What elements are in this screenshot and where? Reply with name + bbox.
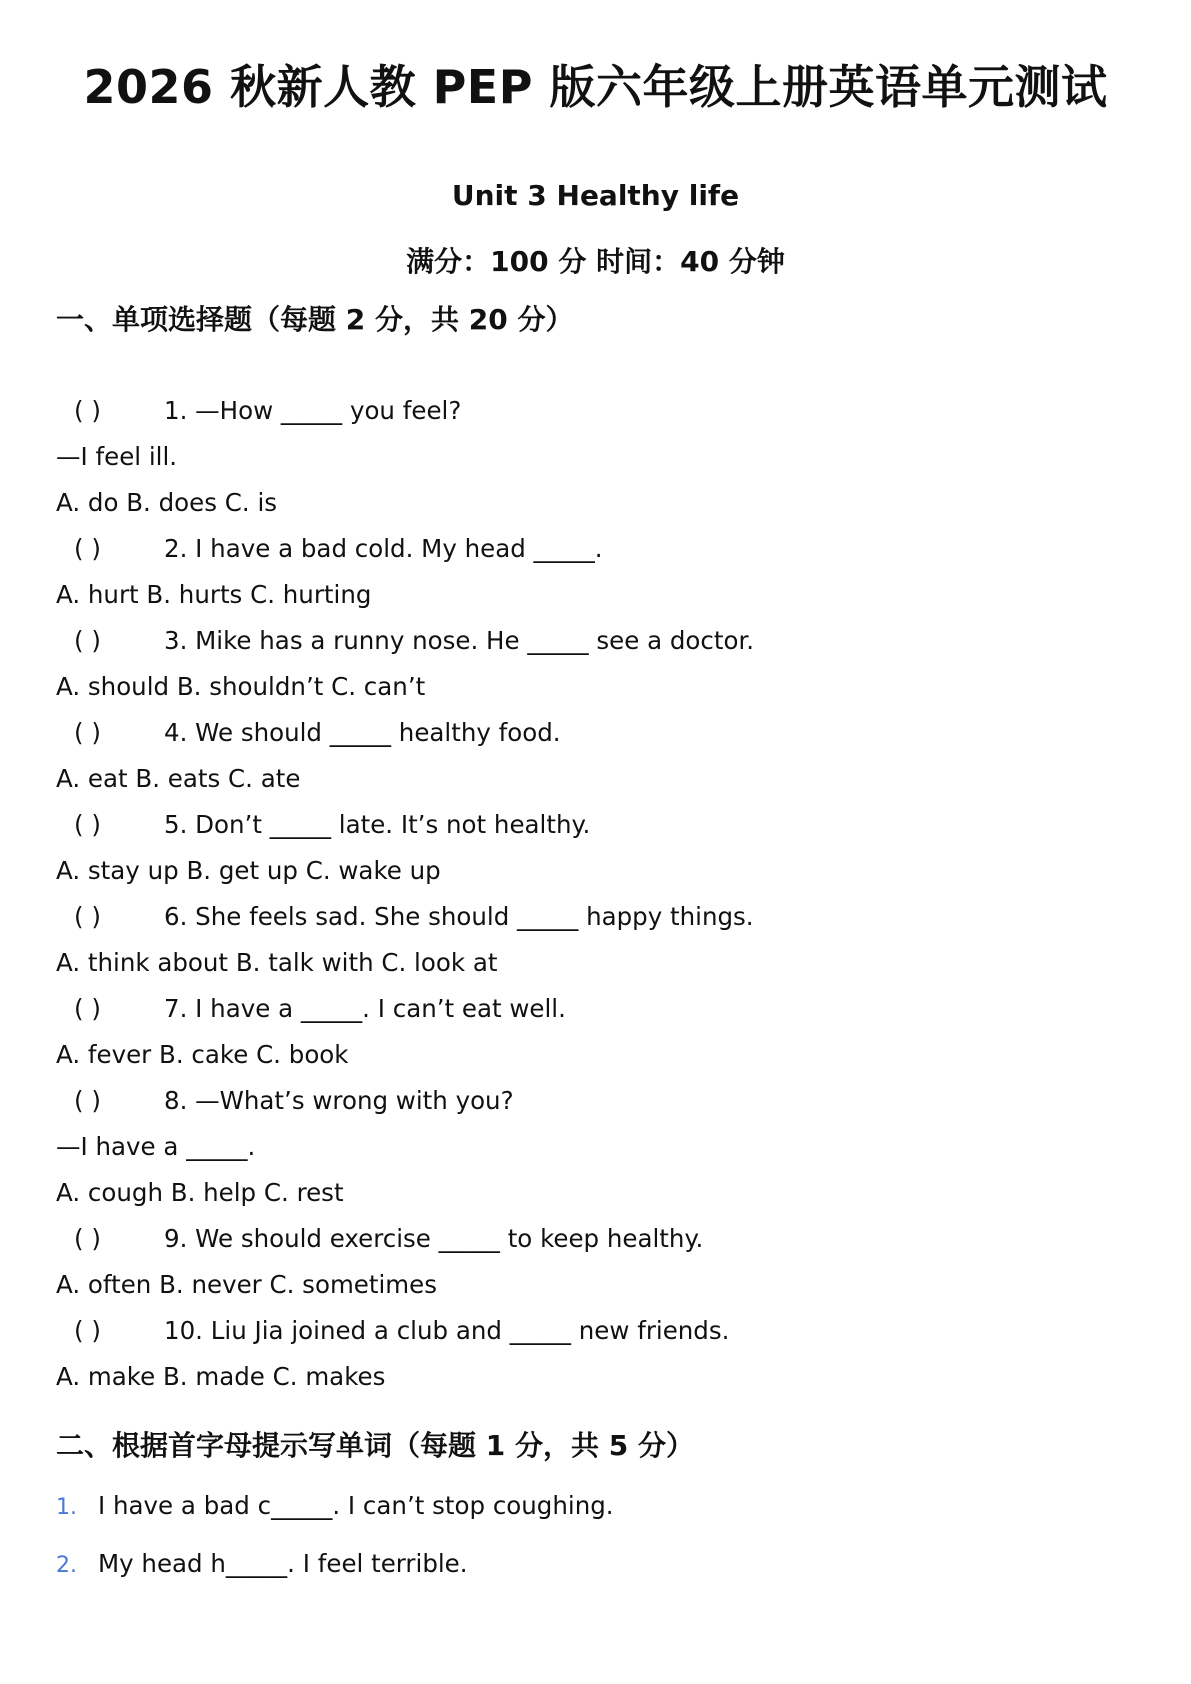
answer-parentheses: ( ) [74, 534, 101, 563]
question-line: —I feel ill. [56, 442, 178, 471]
question-text: 4. We should _____ healthy food. [164, 718, 561, 747]
question-stem [56, 526, 1136, 572]
question-text: 2. I have a bad cold. My head _____. [164, 534, 603, 563]
answer-parentheses: ( ) [74, 1086, 101, 1115]
unit-title: Unit 3 Healthy life [451, 179, 740, 212]
question-line: A. eat B. eats C. ate [56, 764, 301, 793]
question-line: A. should B. shouldn’t C. can’t [56, 672, 426, 701]
fill-item-text: I have a bad c_____. I can’t stop coughing. [98, 1491, 614, 1520]
question-line: A. do B. does C. is [56, 488, 278, 517]
question-line: A. make B. made C. makes [56, 1362, 386, 1391]
question-line: A. cough B. help C. rest [56, 1178, 344, 1207]
multiple-choice-questions [56, 388, 1136, 1400]
question-text: 6. She feels sad. She should _____ happy things. [164, 902, 754, 931]
answer-parentheses: ( ) [74, 396, 101, 425]
section1-heading: 一、单项选择题（每题 2 分，共 20 分） [56, 303, 574, 336]
question-stem [56, 1078, 1136, 1124]
answer-parentheses: ( ) [74, 1316, 101, 1345]
question-stem [56, 986, 1136, 1032]
fill-item [56, 1486, 614, 1528]
question-text: 5. Don’t _____ late. It’s not healthy. [164, 810, 591, 839]
question-stem [56, 1216, 1136, 1262]
answer-parentheses: ( ) [74, 626, 101, 655]
exam-title: 2026 秋新人教 PEP 版六年级上册英语单元测试 [83, 60, 1108, 114]
answer-parentheses: ( ) [74, 994, 101, 1023]
answer-parentheses: ( ) [74, 810, 101, 839]
question-stem [56, 1308, 1136, 1354]
fill-item-number: 1. [56, 1495, 77, 1520]
score-time-line: 满分：100 分 时间：40 分钟 [406, 245, 785, 278]
fill-item-text: My head h_____. I feel terrible. [98, 1549, 468, 1578]
question-text: 3. Mike has a runny nose. He _____ see a doctor. [164, 626, 755, 655]
question-text: 9. We should exercise _____ to keep healthy. [164, 1224, 704, 1253]
question-line: A. hurt B. hurts C. hurting [56, 580, 372, 609]
answer-parentheses: ( ) [74, 1224, 101, 1253]
question-stem [56, 618, 1136, 664]
question-stem [56, 388, 1136, 434]
section2-heading: 二、根据首字母提示写单词（每题 1 分，共 5 分） [56, 1429, 694, 1462]
question-text: 8. —What’s wrong with you? [164, 1086, 514, 1115]
fill-item [56, 1544, 468, 1586]
question-stem [56, 710, 1136, 756]
question-stem [56, 802, 1136, 848]
answer-parentheses: ( ) [74, 902, 101, 931]
question-line: A. think about B. talk with C. look at [56, 948, 498, 977]
question-line: —I have a _____. [56, 1132, 256, 1161]
question-line: A. fever B. cake C. book [56, 1040, 349, 1069]
question-stem [56, 894, 1136, 940]
question-text: 1. —How _____ you feel? [164, 396, 462, 425]
question-line: A. often B. never C. sometimes [56, 1270, 437, 1299]
answer-parentheses: ( ) [74, 718, 101, 747]
question-line: A. stay up B. get up C. wake up [56, 856, 441, 885]
question-text: 10. Liu Jia joined a club and _____ new friends. [164, 1316, 730, 1345]
fill-item-number: 2. [56, 1553, 77, 1578]
question-text: 7. I have a _____. I can’t eat well. [164, 994, 566, 1023]
